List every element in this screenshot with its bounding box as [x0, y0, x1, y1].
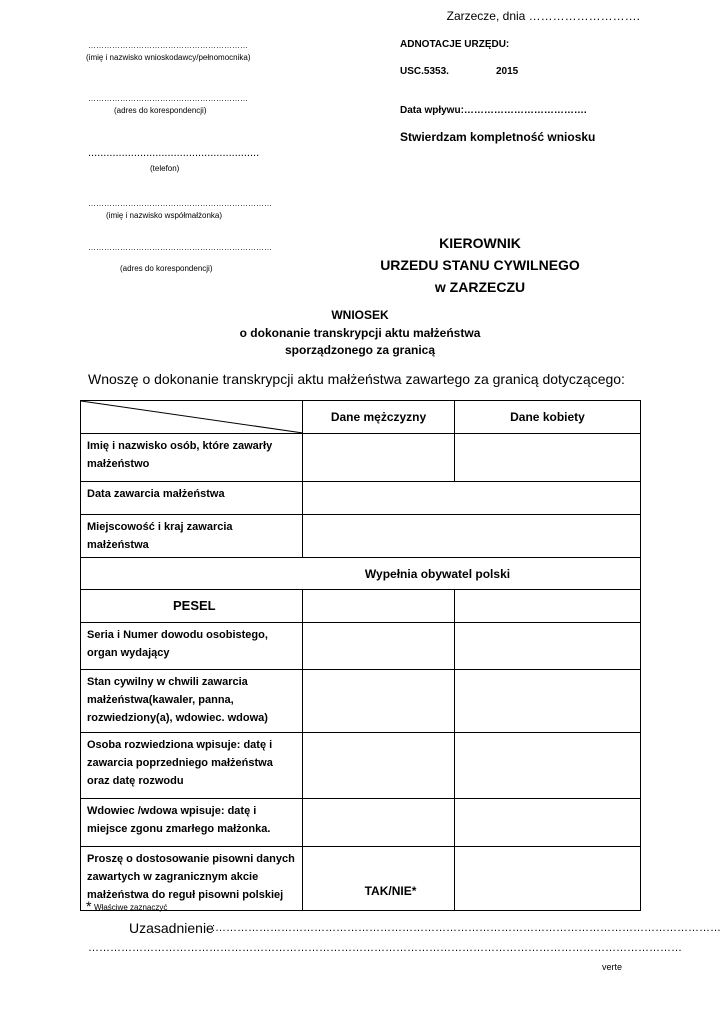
recipient-line-3: w ZARZECZU — [434, 279, 526, 295]
spouse-address-caption: (adres do korespondencji) — [120, 264, 213, 273]
spouse-address-dots: …………………………………………………………… — [88, 243, 272, 252]
row-label-spelling: Proszę o dostosowanie pisowni danych zawartych w zagranicznym akcie małżeństwa do reguł pisowni polskiej — [81, 847, 303, 911]
woman-spelling-input[interactable] — [455, 847, 641, 911]
row-label-status: Stan cywilny w chwili zawarcia małżeństwa(kawaler, panna, rozwiedziony(a), wdowiec. wdowa) — [81, 670, 303, 733]
spelling-yes-no[interactable]: TAK/NIE* — [303, 847, 455, 911]
spouse-dots: …………………………………………………………… — [88, 199, 272, 208]
recipient-line-1: KIEROWNIK — [439, 235, 521, 251]
marriage-date-input[interactable] — [303, 482, 641, 515]
column-header-woman: Dane kobiety — [455, 401, 641, 434]
case-number: USC.5353. — [400, 66, 449, 77]
recipient-line-2: URZEDU STANU CYWILNEGO — [380, 257, 580, 273]
date-line: Zarzecze, dnia ………………………. — [446, 9, 640, 23]
row-label-id: Seria i Numer dowodu osobistego, organ wydający — [81, 623, 303, 670]
phone-caption: (telefon) — [150, 164, 180, 173]
completeness-note: Stwierdzam kompletność wniosku — [400, 130, 596, 144]
woman-status-input[interactable] — [455, 670, 641, 733]
woman-id-input[interactable] — [455, 623, 641, 670]
row-label-pesel: PESEL — [81, 590, 303, 623]
marriage-data-table — [80, 400, 641, 911]
marriage-place-input[interactable] — [303, 515, 641, 558]
column-header-man: Dane mężczyzny — [303, 401, 455, 434]
form-subtitle-1: o dokonanie transkrypcji aktu małżeństwa — [239, 326, 481, 340]
justification-dots[interactable]: :………………………………………………………………………………………………………………………… — [212, 922, 722, 934]
woman-names-input[interactable] — [455, 434, 641, 482]
diagonal-header-cell — [81, 401, 303, 434]
received-date: Data wpływu:………………………………. — [400, 105, 587, 116]
section-polish-citizen: Wypełnia obywatel polski — [81, 558, 641, 590]
man-id-input[interactable] — [303, 623, 455, 670]
intro-text: Wnoszę o dokonanie transkrypcji aktu małżeństwa zawartego za granicą dotyczącego: — [88, 371, 625, 387]
form-subtitle-2: sporządzonego za granicą — [284, 343, 436, 357]
woman-divorced-input[interactable] — [455, 733, 641, 799]
row-label-date: Data zawarcia małżeństwa — [81, 482, 303, 515]
row-label-divorced: Osoba rozwiedziona wpisuje: datę i zawarcia poprzedniego małżeństwa oraz datę rozwodu — [81, 733, 303, 799]
diagonal-line — [81, 401, 303, 433]
case-year: 2015 — [496, 66, 519, 77]
row-label-widowed: Wdowiec /wdowa wpisuje: datę i miejsce zgonu zmarłego małżonka. — [81, 799, 303, 847]
footnote-text: Właściwe zaznaczyć — [94, 903, 168, 912]
man-names-input[interactable] — [303, 434, 455, 482]
man-widowed-input[interactable] — [303, 799, 455, 847]
row-label-place: Miejscowość i kraj zawarcia małżeństwa — [81, 515, 303, 558]
applicant-name-dots: …………………………………………………… — [88, 41, 248, 50]
man-pesel-input[interactable] — [303, 590, 455, 623]
office-notes-label: ADNOTACJE URZĘDU: — [400, 39, 510, 50]
applicant-address-caption: (adres do korespondencji) — [114, 106, 207, 115]
verte-label: verte — [602, 962, 623, 972]
row-label-names: Imię i nazwisko osób, które zawarły małżeństwo — [81, 434, 303, 482]
footnote-asterisk: * — [86, 898, 92, 914]
phone-dots: ........................................................ — [88, 147, 260, 159]
woman-widowed-input[interactable] — [455, 799, 641, 847]
woman-pesel-input[interactable] — [455, 590, 641, 623]
form-title: WNIOSEK — [331, 308, 389, 322]
man-status-input[interactable] — [303, 670, 455, 733]
justification-dots-line[interactable]: ……………………………………………………………………………………………………………………………………………… — [88, 942, 682, 954]
justification-label: Uzasadnienie — [129, 920, 214, 936]
applicant-address-dots: …………………………………………………… — [88, 94, 248, 103]
man-divorced-input[interactable] — [303, 733, 455, 799]
spouse-caption: (imię i nazwisko współmałżonka) — [106, 211, 223, 220]
applicant-name-caption: (imię i nazwisko wnioskodawcy/pełnomocnika) — [86, 53, 251, 62]
